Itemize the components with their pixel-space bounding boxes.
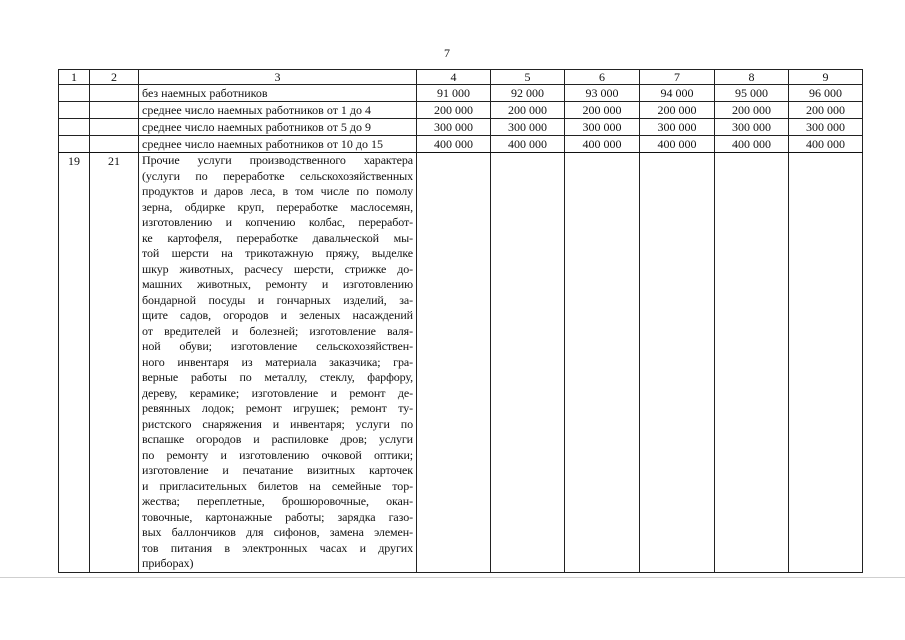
description-line: ревянных лодок; ремонт игрушек; ремонт ту-	[142, 401, 413, 415]
description-line: дереву, керамике; изготовление и ремонт де-	[142, 385, 413, 400]
value-cell: 200 000	[715, 102, 789, 119]
header-cell: 3	[139, 70, 417, 85]
value-cell: 200 000	[491, 102, 565, 119]
service-row	[59, 153, 863, 573]
value-cell: 94 000	[640, 85, 715, 102]
description-line: изготовлению и копчению колбас, переработ-	[142, 215, 413, 229]
header-cell: 5	[491, 70, 565, 85]
row-label: среднее число наемных работников от 1 до 4	[139, 102, 417, 119]
empty-cell	[417, 153, 491, 573]
row-code-cell: 21	[90, 153, 139, 573]
table-row	[59, 136, 863, 153]
value-cell: 200 000	[789, 102, 863, 119]
value-cell: 91 000	[417, 85, 491, 102]
value-cell: 300 000	[789, 119, 863, 136]
header-cell: 7	[640, 70, 715, 85]
description-line: ного инвентаря из материала заказчика; гра-	[142, 354, 413, 369]
value-cell: 300 000	[491, 119, 565, 136]
value-cell: 300 000	[417, 119, 491, 136]
empty-cell	[59, 136, 90, 153]
description-line: тов питания в электронных часах и других	[142, 540, 413, 555]
empty-cell	[59, 119, 90, 136]
row-label: без наемных работников	[139, 85, 417, 102]
empty-cell	[90, 85, 139, 102]
table-row	[59, 85, 863, 102]
value-cell: 400 000	[789, 136, 863, 153]
header-cell: 2	[90, 70, 139, 85]
description-line: товочные, картонажные работы; зарядка газо-	[142, 509, 413, 524]
value-cell: 200 000	[565, 102, 640, 119]
empty-cell	[90, 102, 139, 119]
header-cell: 1	[59, 70, 90, 85]
tariff-table	[58, 69, 863, 573]
row-label: среднее число наемных работников от 5 до 9	[139, 119, 417, 136]
description-line: ной обуви; изготовление сельскохозяйствен-	[142, 339, 413, 353]
value-cell: 92 000	[491, 85, 565, 102]
value-cell: 300 000	[640, 119, 715, 136]
header-cell: 4	[417, 70, 491, 85]
description-line: Прочие услуги производственного характера	[142, 153, 413, 167]
table-row	[59, 102, 863, 119]
row-label: среднее число наемных работников от 10 до 15	[139, 136, 417, 153]
header-cell: 8	[715, 70, 789, 85]
value-cell: 400 000	[640, 136, 715, 153]
description-line: зерна, обдирке круп, переработке маслосемян,	[142, 199, 413, 214]
description-line: жества; переплетные, брошюровочные, окан-	[142, 494, 413, 508]
row-number-cell: 19	[59, 153, 90, 573]
value-cell: 300 000	[715, 119, 789, 136]
value-cell: 400 000	[565, 136, 640, 153]
description-line: вых баллончиков для сифонов, замена элемен-	[142, 525, 413, 539]
scan-divider-line	[0, 577, 905, 578]
description-line: верные работы по металлу, стеклу, фарфору,	[142, 370, 413, 384]
page-number: 7	[444, 46, 450, 60]
description-line: продуктов и даров леса, в том числе по помолу	[142, 184, 413, 198]
header-cell: 6	[565, 70, 640, 85]
description-line: шкур животных, расчесу шерсти, стрижке до-	[142, 261, 413, 276]
value-cell: 400 000	[417, 136, 491, 153]
description-line: ке картофеля, переработке давальческой мы-	[142, 230, 413, 245]
value-cell: 200 000	[417, 102, 491, 119]
service-description	[139, 153, 417, 573]
description-line: (услуги по переработке сельскохозяйственных	[142, 168, 413, 183]
description-line: по ремонту и изготовлению очковой оптики;	[142, 447, 413, 462]
description-line: изготовление и печатание визитных карточек	[142, 463, 413, 477]
description-line: вспашке огородов и распиловке дров; услуги	[142, 432, 413, 446]
empty-cell	[640, 153, 715, 573]
empty-cell	[491, 153, 565, 573]
description-line: и пригласительных билетов на семейные тор-	[142, 478, 413, 493]
description-line: той шерсти на трикотажную пряжу, выделке	[142, 246, 413, 260]
empty-cell	[565, 153, 640, 573]
description-line: от вредителей и болезней; изготовление валя-	[142, 323, 413, 338]
description-line: приборах)	[142, 556, 194, 570]
empty-cell	[59, 85, 90, 102]
empty-cell	[90, 119, 139, 136]
value-cell: 93 000	[565, 85, 640, 102]
value-cell: 96 000	[789, 85, 863, 102]
description-line: ристского снаряжения и инвентаря; услуги по	[142, 416, 413, 431]
empty-cell	[715, 153, 789, 573]
value-cell: 95 000	[715, 85, 789, 102]
value-cell: 200 000	[640, 102, 715, 119]
value-cell: 300 000	[565, 119, 640, 136]
description-line: щите садов, огородов и зеленых насаждений	[142, 308, 413, 322]
table-header-row	[59, 70, 863, 85]
description-line: машних животных, ремонту и изготовлению	[142, 277, 413, 291]
header-cell: 9	[789, 70, 863, 85]
table-row	[59, 119, 863, 136]
empty-cell	[789, 153, 863, 573]
description-line: бондарной посуды и гончарных изделий, за-	[142, 292, 413, 307]
empty-cell	[90, 136, 139, 153]
empty-cell	[59, 102, 90, 119]
value-cell: 400 000	[715, 136, 789, 153]
value-cell: 400 000	[491, 136, 565, 153]
